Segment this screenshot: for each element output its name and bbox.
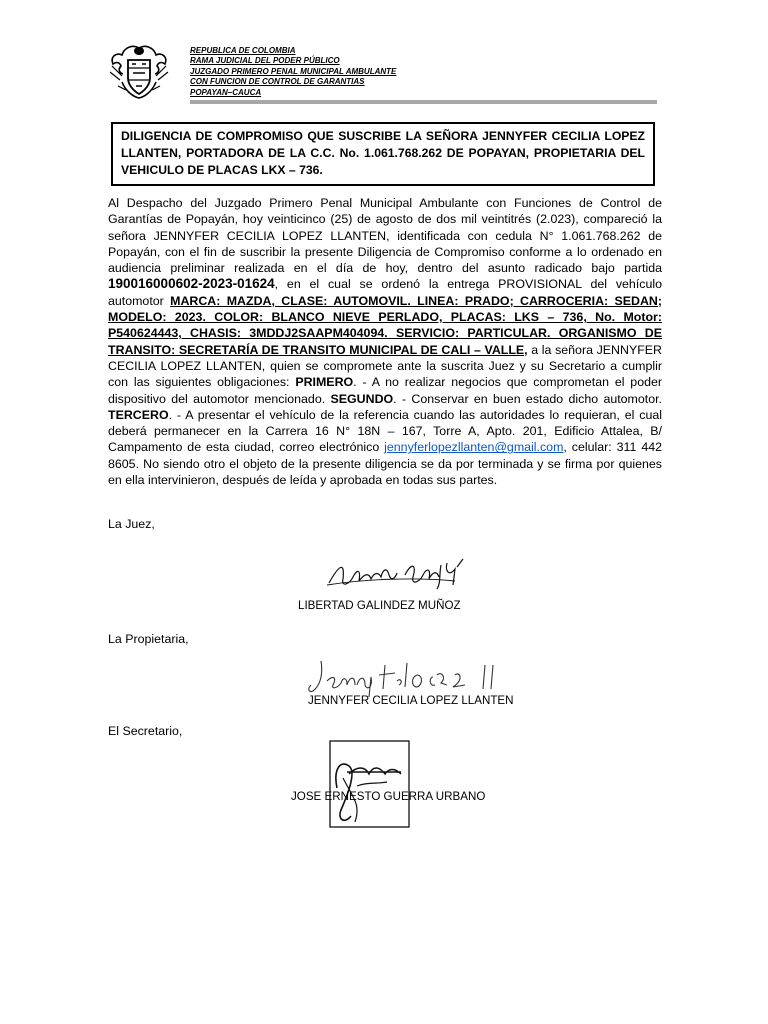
judge-role-label: La Juez, xyxy=(108,517,155,531)
case-number: 190016000602-2023-01624 xyxy=(108,276,275,292)
header-line-city: POPAYAN–CAUCA xyxy=(190,87,262,97)
document-body xyxy=(108,195,662,488)
court-header xyxy=(190,46,396,98)
header-divider xyxy=(190,100,657,104)
header-line-country: REPUBLICA DE COLOMBIA xyxy=(190,46,296,55)
email-link[interactable]: jennyferlopezllanten@gmail.com xyxy=(384,440,564,455)
owner-name: JENNYFER CECILIA LOPEZ LLANTEN xyxy=(308,694,514,707)
obligation-second: . - Conservar en buen estado dicho automotor. xyxy=(393,391,662,406)
document-title: DILIGENCIA DE COMPROMISO QUE SUSCRIBE LA SEÑORA JENNYFER CECILIA LOPEZ LLANTEN, PORTADORA DE LA C.C. No. 1.061.768.262 DE POPAYAN, PROPIETARIA DEL VEHICULO DE PLACAS LKX – 736. xyxy=(111,122,655,186)
obligation-first: . - A no realizar negocios que comprometan el poder dispositivo del automotor mencionado. xyxy=(108,375,662,406)
body-commitment: a la señora JENNYFER CECILIA LOPEZ LLANTEN, quien se compromete ante la suscrita Juez y su Secretario a cumplir con las siguientes obligaciones: xyxy=(108,342,663,390)
obligation-first-label: PRIMERO xyxy=(295,375,354,390)
secretary-stamp-signature xyxy=(327,738,412,830)
judge-name: LIBERTAD GALINDEZ MUÑOZ xyxy=(298,599,461,612)
vehicle-details: MARCA: MAZDA, CLASE: AUTOMOVIL. LINEA: PRADO; CARROCERIA: SEDAN; MODELO: 2023. COLOR: BLANCO NIEVE PERLADO, PLACAS: LKS – 736, No. Motor: P540624443, CHASIS: 3MDDJ2SAAPM404094. SERVICIO: PARTICULAR. ORGANISMO DE TRANSITO: SECRETARÍA DE TRANSITO MUNICIPAL DE CALI – VALLE, xyxy=(108,293,662,357)
obligation-second-label: SEGUNDO xyxy=(330,391,394,406)
coat-of-arms-icon xyxy=(108,42,170,100)
header-line-function: CON FUNCION DE CONTROL DE GARANTIAS xyxy=(190,77,365,87)
owner-role-label: La Propietaria, xyxy=(108,632,189,646)
obligation-third: . - A presentar el vehículo de la referencia cuando las autoridades lo requieran, el cual deberá permanecer en la Carrera 16 N° 18N – 167, Torre A, Apto. 201, Edificio Attalea, B/ Campamento de esta ciudad, correo electrónico xyxy=(108,407,662,455)
body-closing: , celular: 311 442 8605. No siendo otro el objeto de la presente diligencia se da por terminada y se firma por quienes en ella intervinieron, después de leída y aprobada en todas sus partes. xyxy=(108,440,662,488)
judge-signature xyxy=(325,555,475,595)
secretary-role-label: El Secretario, xyxy=(108,724,183,738)
secretary-name: JOSE ERNESTO GUERRA URBANO xyxy=(291,790,486,803)
header-line-branch: RAMA JUDICIAL DEL PODER PÚBLICO xyxy=(190,56,340,66)
header-line-court: JUZGADO PRIMERO PENAL MUNICIPAL AMBULANTE xyxy=(190,66,397,76)
obligation-third-label: TERCERO xyxy=(108,407,169,422)
body-delivery: , en el cual se ordenó la entrega PROVISIONAL del vehículo automotor xyxy=(108,277,662,308)
body-intro: Al Despacho del Juzgado Primero Penal Municipal Ambulante con Funciones de Control de Garantías de Popayán, hoy veinticinco (25) de agosto de dos mil veintitrés (2.023), compareció la señora JENNYFER CECILIA LOPEZ LLANTEN, identificada con cedula N° 1.061.768.262 de Popayán, con el fin de suscribir la presente Diligencia de Compromiso conforme a lo ordenado en audiencia preliminar realizada en el día de hoy, dentro del asunto radicado bajo partida xyxy=(108,196,662,276)
